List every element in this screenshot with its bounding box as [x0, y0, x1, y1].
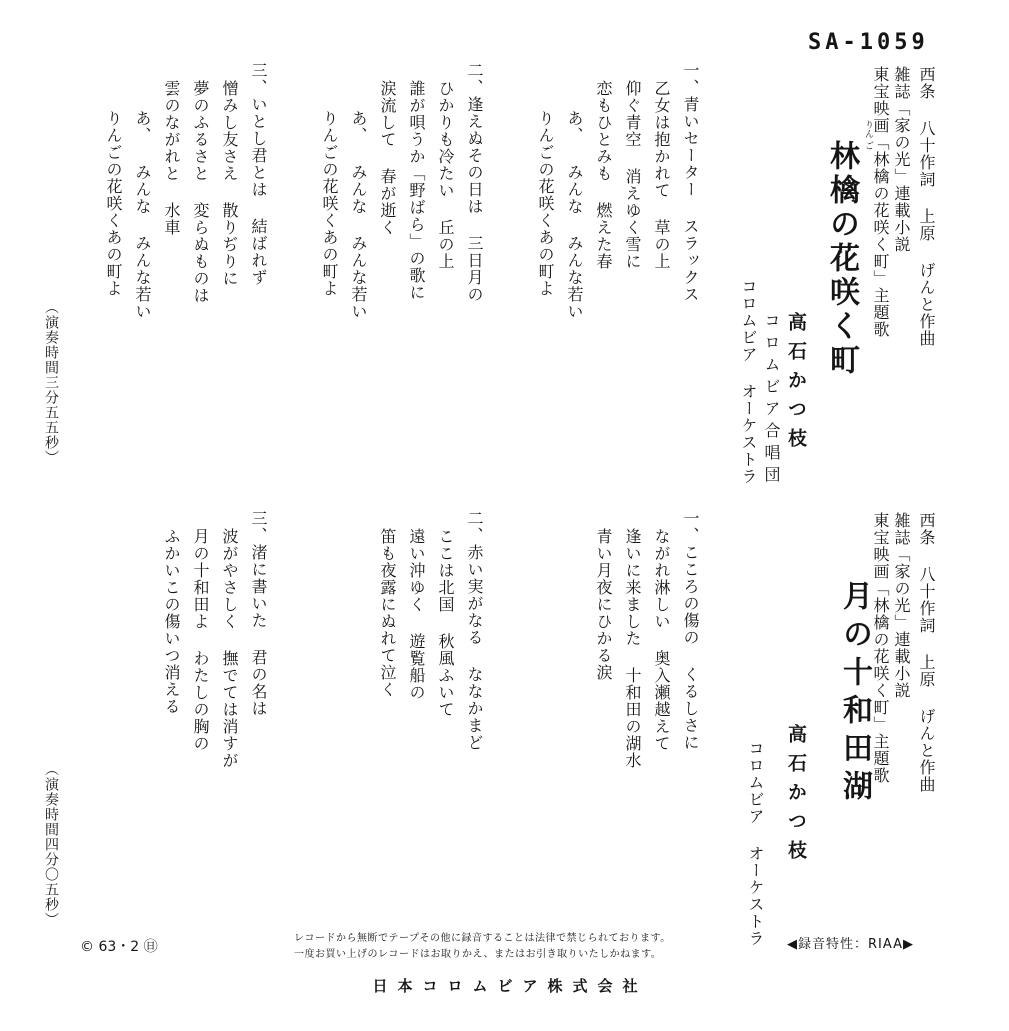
song2-composer-line: 西条 八十作詞 上原 げんと作曲	[917, 512, 936, 793]
song2-source-film: 東宝映画「林檎の花咲く町」主題歌	[871, 512, 890, 784]
song1-verse1-line6: りんごの花咲くあの町よ	[536, 110, 555, 297]
legal-notice-recording: レコードから無断でテープその他に録音することは法律で禁じられております。	[294, 933, 671, 944]
song1-duration: （演奏時間三分五五秒）	[43, 300, 59, 465]
song2-verse2-line4: 笛も夜露にぬれて泣く	[378, 528, 397, 698]
song1-composer-line: 西条 八十作詞 上原 げんと作曲	[917, 66, 936, 347]
song2-verse1-line2: ながれ淋しい 奥入瀬越えて	[652, 528, 671, 752]
song1-verse1-line5: あ、 みんな みんな若い	[565, 110, 584, 320]
song2-verse2-line1: 二、赤い実がなる ななかまど	[465, 510, 484, 751]
song1-verse2-line4: 涙流して 春が逝く	[378, 80, 397, 236]
song2-verse3-line3: 月の十和田よ わたしの胸の	[191, 528, 210, 752]
song2-source-magazine: 雑誌「家の光」連載小説	[892, 512, 911, 699]
song2-duration: （演奏時間四分〇五秒）	[43, 762, 59, 927]
song1-artist: 高石かつ枝	[785, 312, 807, 457]
song1-verse3-line4: 雲のながれと 水車	[162, 80, 181, 236]
song1-verse2-line6: りんごの花咲くあの町よ	[320, 110, 339, 297]
song1-source-magazine: 雑誌「家の光」連載小説	[892, 66, 911, 253]
song2-verse2-line2: ここは北国 秋風ふいて	[436, 528, 455, 718]
catalog-number: SA-1059	[808, 30, 929, 55]
song1-verse3-line3: 夢のふるさと 変らぬものは	[191, 80, 210, 304]
song2-artist: 高石かつ枝	[785, 724, 807, 869]
song2-verse1-line1: 一、こころの傷の くるしさに	[681, 510, 700, 751]
song1-verse2-line1: 二、逢えぬその日は 三日月の	[465, 62, 484, 303]
song1-verse2-line2: ひかりも冷たい 丘の上	[436, 80, 455, 270]
song2-verse3-line4: ふかいこの傷いつ消える	[162, 528, 181, 715]
song1-title: 林檎の花咲く町	[824, 140, 859, 378]
song1-orchestra: コロムビア オーケストラ	[739, 278, 758, 485]
song1-verse1-line4: 恋もひとみも 燃えた春	[594, 80, 613, 270]
company-name: 日本コロムビア株式会社	[372, 977, 648, 995]
song2-title: 月の十和田湖	[837, 580, 872, 808]
song2-verse1-line4: 青い月夜にひかる涙	[594, 528, 613, 681]
song1-verse1-line1: 一、青いセーター スラックス	[681, 62, 700, 303]
song1-verse3-line5: あ、 みんな みんな若い	[133, 110, 152, 320]
song1-verse3-line2: 憎みし友さえ 散りぢりに	[220, 80, 239, 287]
song2-orchestra: コロムビア オーケストラ	[746, 740, 765, 947]
song1-verse1-line2: 乙女は抱かれて 草の上	[652, 80, 671, 270]
song1-title-ruby: りん ご	[863, 120, 873, 150]
copyright-mark: © 63・2 ㊐	[80, 939, 158, 955]
song1-chorus: コロムビア合唱団	[762, 312, 781, 488]
song2-verse3-line2: 波がやさしく 撫でては消すが	[220, 528, 239, 769]
song2-verse2-line3: 遠い沖ゆく 遊覧船の	[407, 528, 426, 701]
riaa-curve-label: ◀録音特性：RIAA▶	[787, 937, 915, 952]
song1-verse2-line3: 誰が唄うか「野ばら」の歌に	[407, 80, 426, 301]
song1-verse1-line3: 仰ぐ青空 消えゆく雪に	[623, 80, 642, 270]
song1-verse3-line1: 三、いとし君とは 結ばれず	[249, 62, 268, 286]
legal-notice-return: 一度お買い上げのレコードはお取りかえ、またはお引き取りいたしかねます。	[294, 949, 662, 960]
song1-verse2-line5: あ、 みんな みんな若い	[349, 110, 368, 320]
song2-verse3-line1: 三、渚に書いた 君の名は	[249, 510, 268, 717]
song1-source-film: 東宝映画「林檎の花咲く町」主題歌	[871, 66, 890, 338]
song1-verse3-line6: りんごの花咲くあの町よ	[104, 110, 123, 297]
song2-verse1-line3: 逢いに来ました 十和田の湖水	[623, 528, 642, 769]
